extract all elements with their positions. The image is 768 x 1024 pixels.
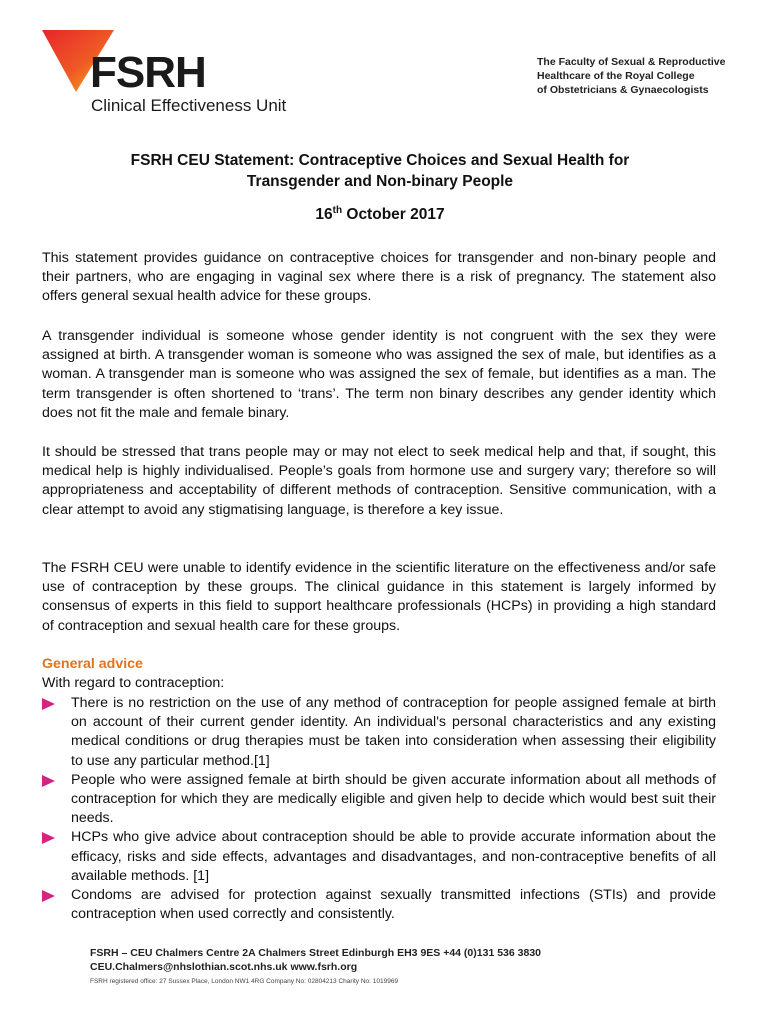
document-title [42,150,718,192]
faculty-line: of Obstetricians & Gynaecologists [537,84,709,96]
title-line: FSRH CEU Statement: Contraceptive Choices and Sexual Health for [130,152,630,169]
title-line: Transgender and Non-binary People [246,173,514,190]
date-suffix: th [332,205,343,216]
triangle-bullet-icon [42,832,55,844]
list-item [42,886,716,924]
faculty-line: The Faculty of Sexual & Reproductive [537,56,726,68]
list-item [42,694,716,771]
triangle-bullet-icon [42,775,55,787]
triangle-bullet-icon [42,890,55,902]
page-footer [90,946,541,987]
document-date [42,200,718,226]
bullet-text: People who were assigned female at birth should be given accurate information about all methods of contraception for which they are medically eligible and given help to decide which would best suit their needs. [71,771,716,827]
paragraph: This statement provides guidance on contraceptive choices for transgender and non-binary people and their partners, who are engaging in vaginal sex where there is a risk of pregnancy. The statement also offers general sexual health advice for these groups. [42,250,716,305]
bullet-text: There is no restriction on the use of any method of contraception for people assigned female at birth on account of their current gender identity. An individual's personal characteristics and any existing medical conditions or drug therapies must be taken into consideration when assessing their eligibility to use any particular method.[1] [71,695,716,769]
paragraph: The FSRH CEU were unable to identify evidence in the scientific literature on the effectiveness and/or safe use of contraception by these groups. The clinical guidance in this statement is largely informed by consensus of experts in this field to support healthcare professionals (HCPs) in providing a high standard of contraception and sexual health care for these groups. [42,560,716,634]
list-item [42,828,716,886]
footer-contact: CEU.Chalmers@nhslothian.scot.nhs.uk www.fsrh.org [90,961,358,973]
faculty-name [537,55,725,97]
date-day: 16 [315,206,333,224]
paragraph: It should be stressed that trans people may or may not elect to seek medical help and that, if sought, this medical help is highly individualised. People’s goals from hormone use and surgery vary; therefore so will appropriateness and acceptability of different methods of contraception. Sensitive communication, with a clear attempt to avoid any stigmatising language, is therefore a key issue. [42,444,716,518]
paragraph: A transgender individual is someone whose gender identity is not congruent with the sex they were assigned at birth. A transgender woman is someone who was assigned the sex of male, but identifies as a woman. A transgender man is someone who was assigned the sex of female, but identifies as a man. The term transgender is often shortened to ‘trans’. The term non binary describes any gender identity which does not fit the male and female binary. [42,328,716,421]
bullet-list [42,694,716,924]
triangle-bullet-icon [42,698,55,710]
footer-registered-office: FSRH registered office: 27 Sussex Place, London NW1 4RG Company No: 02804213 Charity No: 1019969 [90,978,399,985]
faculty-line: Healthcare of the Royal College [537,70,695,82]
list-item [42,771,716,829]
bullet-text: HCPs who give advice about contraception should be able to provide accurate information about the efficacy, risks and side effects, advantages and disadvantages, and non-contraceptive benefits of all available methods. [1] [71,829,716,884]
logo-text: FSRH [90,48,206,97]
section-intro: With regard to contraception: [42,675,225,691]
section-heading: General advice [42,656,143,672]
footer-address: FSRH – CEU Chalmers Centre 2A Chalmers Street Edinburgh EH3 9ES +44 (0)131 536 3830 [90,947,541,959]
logo-subtitle: Clinical Effectiveness Unit [91,96,287,115]
date-month-year: October 2017 [342,206,445,224]
bullet-text: Condoms are advised for protection against sexually transmitted infections (STIs) and provide contraception when used correctly and consistently. [71,887,716,923]
